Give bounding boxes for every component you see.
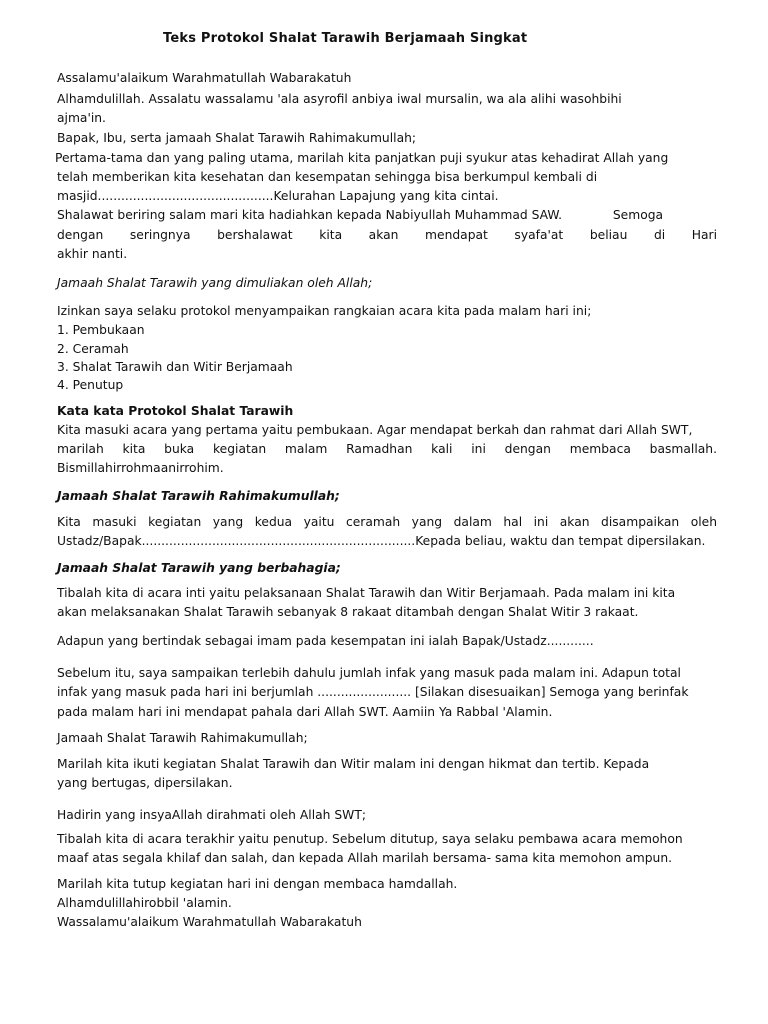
- tarawih-line: Marilah kita ikuti kegiatan Shalat Tarawih dan Witir malam ini dengan hikmat dan tertib. Kepada: [57, 757, 650, 771]
- agenda-item: 3. Shalat Tarawih dan Witir Berjamaah: [57, 360, 293, 374]
- shalawat-line: Shalawat beriring salam mari kita hadiahkan kepada Nabiyullah Muhammad SAW. Semoga: [57, 208, 664, 222]
- section-heading: Jamaah Shalat Tarawih yang berbahagia;: [57, 561, 341, 575]
- infak-line: infak yang masuk pada hari ini berjumlah ........................ [Silakan disesuaikan] Semoga yang berinfak: [57, 685, 689, 699]
- lecture-line: Ustadz/Bapak......................................................................Kepada beliau, waktu dan tempat dipersilakan.: [57, 534, 706, 548]
- shalawat-line: dengan seringnya bershalawat kita akan mendapat syafa'at beliau di Hari: [57, 228, 717, 242]
- gratitude-line: telah memberikan kita kesehatan dan kesempatan sehingga bisa berkumpul kembali di: [57, 170, 598, 184]
- agenda-item: 1. Pembukaan: [57, 323, 145, 337]
- opening-prayer-line: ajma'in.: [57, 111, 106, 125]
- lecture-line: Kita masuki kegiatan yang kedua yaitu ceramah yang dalam hal ini akan disampaikan oleh: [57, 515, 717, 529]
- tarawih-line: yang bertugas, dipersilakan.: [57, 776, 233, 790]
- greeting-line: Assalamu'alaikum Warahmatullah Wabarakatuh: [57, 71, 352, 85]
- opening-paragraph-line: Kita masuki acara yang pertama yaitu pembukaan. Agar mendapat berkah dan rahmat dari Allah SWT,: [57, 423, 693, 437]
- infak-line: Sebelum itu, saya sampaikan terlebih dahulu jumlah infak yang masuk pada malam ini. Adapun total: [57, 666, 681, 680]
- closing-line: maaf atas segala khilaf dan salah, dan kepada Allah marilah bersama- sama kita memohon ampun.: [57, 851, 673, 865]
- closing-line: Tibalah kita di acara terakhir yaitu penutup. Sebelum ditutup, saya selaku pembawa acara memohon: [57, 832, 683, 846]
- agenda-item: 4. Penutup: [57, 378, 124, 392]
- address-line: Hadirin yang insyaAllah dirahmati oleh Allah SWT;: [57, 808, 366, 822]
- prayer-line: akan melaksanakan Shalat Tarawih sebanyak 8 rakaat ditambah dengan Shalat Witir 3 rakaat.: [57, 605, 639, 619]
- address-line: Bapak, Ibu, serta jamaah Shalat Tarawih Rahimakumullah;: [57, 131, 417, 145]
- opening-paragraph-line: marilah kita buka kegiatan malam Ramadhan kali ini dengan membaca basmallah.: [57, 442, 717, 456]
- closing-line: Alhamdulillahirobbil 'alamin.: [57, 896, 232, 910]
- gratitude-line: Pertama-tama dan yang paling utama, marilah kita panjatkan puji syukur atas kehadirat Allah yang: [55, 151, 669, 165]
- document-title: Teks Protokol Shalat Tarawih Berjamaah Singkat: [163, 31, 528, 46]
- opening-paragraph-line: Bismillahirrohmaanirrohim.: [57, 461, 224, 475]
- agenda-item: 2. Ceramah: [57, 342, 129, 356]
- closing-line: Marilah kita tutup kegiatan hari ini dengan membaca hamdallah.: [57, 877, 458, 891]
- section-heading: Jamaah Shalat Tarawih yang dimuliakan oleh Allah;: [57, 276, 373, 290]
- shalawat-line: akhir nanti.: [57, 247, 128, 261]
- farewell-line: Wassalamu'alaikum Warahmatullah Wabarakatuh: [57, 915, 362, 929]
- infak-line: pada malam hari ini mendapat pahala dari Allah SWT. Aamiin Ya Rabbal 'Alamin.: [57, 705, 553, 719]
- intro-line: Izinkan saya selaku protokol menyampaikan rangkaian acara kita pada malam hari ini;: [57, 304, 592, 318]
- imam-line: Adapun yang bertindak sebagai imam pada kesempatan ini ialah Bapak/Ustadz............: [57, 634, 594, 648]
- gratitude-line: masjid.............................................Kelurahan Lapajung yang kita cintai.: [57, 189, 499, 203]
- section-heading: Kata kata Protokol Shalat Tarawih: [57, 404, 294, 418]
- opening-prayer-line: Alhamdulillah. Assalatu wassalamu 'ala asyrofil anbiya iwal mursalin, wa ala alihi wasohbihi: [57, 92, 622, 106]
- prayer-line: Tibalah kita di acara inti yaitu pelaksanaan Shalat Tarawih dan Witir Berjamaah. Pada malam ini kita: [57, 586, 676, 600]
- section-heading: Jamaah Shalat Tarawih Rahimakumullah;: [57, 489, 340, 503]
- address-line: Jamaah Shalat Tarawih Rahimakumullah;: [57, 731, 308, 745]
